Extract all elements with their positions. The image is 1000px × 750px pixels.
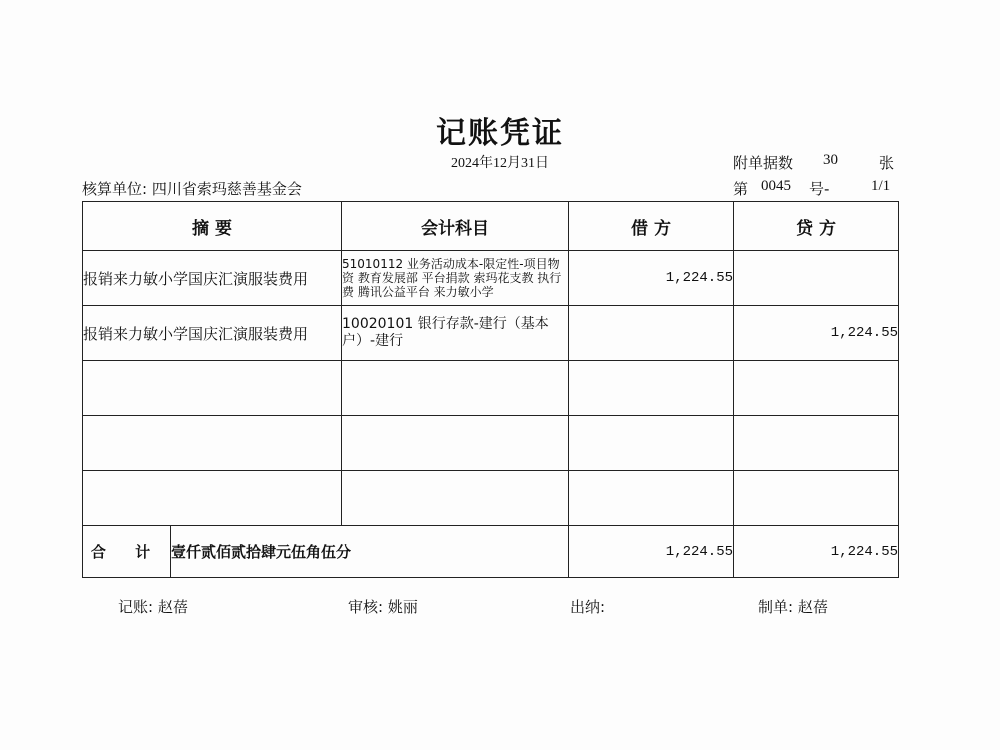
row-subject: 10020101 银行存款-建行（基本户）-建行 xyxy=(342,306,569,361)
total-row xyxy=(83,526,899,578)
row-summary: 报销来力敏小学国庆汇演服装费用 xyxy=(83,251,342,306)
total-amount-words: 壹仟贰佰贰拾肆元伍角伍分 xyxy=(171,526,569,578)
voucher-table xyxy=(82,201,899,578)
accounting-unit xyxy=(82,178,302,199)
voucher-number-suffix: 号- xyxy=(809,180,830,198)
row-debit: 1,224.55 xyxy=(569,251,734,306)
signature-bookkeeper: 记账: 赵蓓 xyxy=(118,598,188,616)
signature-cashier: 出纳: xyxy=(570,598,606,616)
header-debit: 借 方 xyxy=(569,202,734,251)
row-subject: 51010112 业务活动成本-限定性-项目物资 教育发展部 平台捐款 索玛花支教 执行费 腾讯公益平台 来力敏小学 xyxy=(342,251,569,306)
row-debit xyxy=(569,416,734,471)
row-credit xyxy=(734,361,899,416)
header-credit: 贷 方 xyxy=(734,202,899,251)
row-credit: 1,224.55 xyxy=(734,306,899,361)
attachments-label: 附单据数 xyxy=(733,154,794,172)
row-credit xyxy=(734,471,899,526)
row-debit xyxy=(569,306,734,361)
attachments-unit: 张 xyxy=(879,154,895,172)
attachments-number: 30 xyxy=(823,152,838,168)
voucher-number-prefix: 第 xyxy=(733,180,749,198)
table-row xyxy=(83,416,899,471)
total-credit: 1,224.55 xyxy=(734,526,899,578)
row-subject xyxy=(342,471,569,526)
row-subject xyxy=(342,416,569,471)
voucher-number-value: 0045 xyxy=(761,178,791,194)
table-header-row xyxy=(83,202,899,251)
voucher-page-index: 1/1 xyxy=(871,178,891,194)
signature-preparer: 制单: 赵蓓 xyxy=(758,598,828,616)
row-debit xyxy=(569,361,734,416)
table-row xyxy=(83,251,899,306)
header-summary: 摘 要 xyxy=(83,202,342,251)
row-summary xyxy=(83,361,342,416)
total-label: 合 计 xyxy=(83,526,171,578)
row-credit xyxy=(734,251,899,306)
row-credit xyxy=(734,416,899,471)
row-summary: 报销来力敏小学国庆汇演服装费用 xyxy=(83,306,342,361)
row-summary xyxy=(83,416,342,471)
voucher-title: 记账凭证 xyxy=(436,116,564,151)
table-row xyxy=(83,361,899,416)
row-summary xyxy=(83,471,342,526)
header-subject: 会计科目 xyxy=(342,202,569,251)
row-debit xyxy=(569,471,734,526)
accounting-unit-value: 四川省索玛慈善基金会 xyxy=(151,180,302,198)
voucher-date: 2024年12月31日 xyxy=(451,156,549,171)
accounting-unit-label: 核算单位: xyxy=(82,180,148,198)
row-subject xyxy=(342,361,569,416)
table-row xyxy=(83,306,899,361)
total-debit: 1,224.55 xyxy=(569,526,734,578)
signature-auditor: 审核: 姚丽 xyxy=(348,598,418,616)
table-row xyxy=(83,471,899,526)
